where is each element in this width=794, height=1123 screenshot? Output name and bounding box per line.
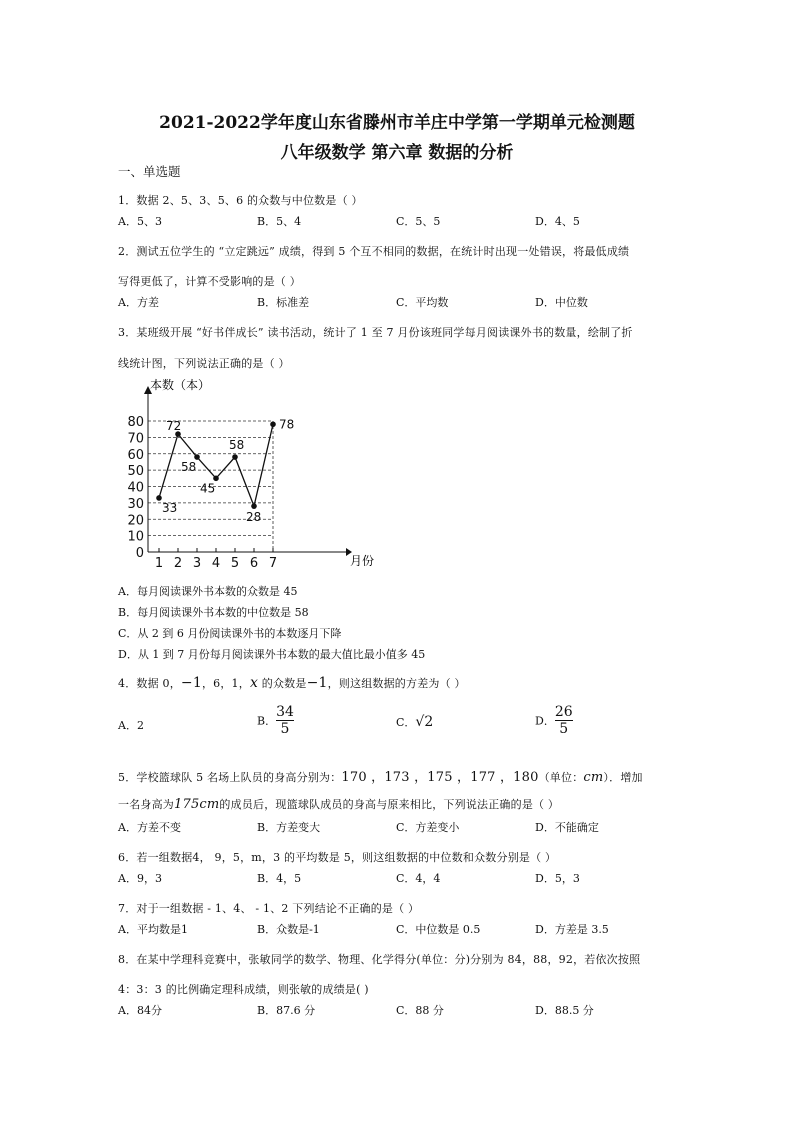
question-8-line-1: 8．在某中学理科竞赛中，张敏同学的数学、物理、化学得分(单位：分)分别为 84，88，92，若依次按照 — [118, 953, 641, 966]
x-tick-label: 7 — [268, 556, 278, 571]
fraction-numerator: 26 — [554, 704, 573, 720]
question-2-line-1: 2．测试五位学生的 “立定跳远” 成绩，得到 5 个互不相同的数据，在统计时出现一处错误，将最低成绩 — [118, 245, 630, 258]
y-tick-label: 60 — [127, 447, 144, 463]
q1-option-d: D．4、5 — [535, 215, 580, 228]
q8-option-a: A．84分 — [118, 1004, 162, 1017]
q4-text-pre: 4．数据 0， — [118, 677, 181, 690]
q3-option-b: B．每月阅读课外书本数的中位数是 58 — [118, 606, 309, 619]
data-label: 72 — [166, 419, 182, 434]
q5-text-pre: 5．学校篮球队 5 名场上队员的身高分别为： — [118, 771, 342, 784]
question-7: 7．对于一组数据 - 1、4、 - 1、2 下列结论不正确的是（ ） — [118, 902, 420, 915]
q6-option-d: D．5，3 — [535, 872, 580, 885]
q3-option-d: D．从 1 到 7 月份每月阅读课外书本数的最大值比最小值多 45 — [118, 648, 426, 661]
y-axis-title: 本数（本） — [150, 378, 211, 392]
q5-unit-pre: （单位： — [538, 771, 584, 784]
question-3-line-1: 3．某班级开展 “好书伴成长” 读书活动，统计了 1 至 7 月份该班同学每月阅读课外书的数量，绘制了折 — [118, 326, 633, 339]
question-1: 1．数据 2、5、3、5、6 的众数与中位数是（ ） — [118, 194, 363, 207]
q4-text-mid: ，6，1， — [201, 677, 250, 690]
x-axis-title: 月份 — [350, 554, 375, 568]
y-tick-label: 50 — [127, 464, 144, 480]
x-tick-label: 3 — [192, 556, 202, 571]
data-point — [194, 454, 200, 460]
q1-option-b: B．5、4 — [257, 215, 302, 228]
q8-option-c: C．88 分 — [396, 1004, 444, 1017]
q7-option-a: A．平均数是1 — [118, 923, 188, 936]
q5-option-b: B．方差变大 — [257, 821, 321, 834]
y-tick-label: 30 — [127, 496, 144, 512]
q5-heights: 170 ，173 ，175 ，177 ，180 — [341, 770, 539, 785]
q4-option-a: A．2 — [118, 719, 144, 732]
q2-option-a: A．方差 — [118, 296, 159, 309]
q6-option-b: B．4，5 — [257, 872, 302, 885]
q5-line2-post: 的成员后，现篮球队成员的身高与原来相比，下列说法正确的是（ ） — [219, 798, 560, 811]
data-label: 58 — [229, 438, 245, 453]
y-tick-label: 40 — [127, 480, 144, 496]
line-chart — [112, 374, 402, 574]
fraction-numerator: 34 — [276, 704, 294, 720]
q6-option-a: A．9，3 — [118, 872, 162, 885]
data-point — [213, 476, 219, 482]
q5-line2-pre: 一名身高为 — [118, 798, 174, 811]
data-label: 45 — [200, 481, 216, 496]
q5-option-d: D．不能确定 — [535, 821, 599, 834]
data-point — [156, 495, 162, 501]
question-2-line-2: 写得更低了，计算不受影响的是（ ） — [118, 275, 301, 288]
data-label: 58 — [181, 460, 197, 475]
question-4 — [118, 675, 466, 691]
question-5-line-2 — [118, 796, 559, 812]
section-heading: 一、单选题 — [118, 164, 181, 179]
q4-option-b-fraction — [276, 704, 294, 737]
data-label: 78 — [279, 417, 295, 432]
q6-option-c: C．4，4 — [396, 872, 441, 885]
data-point — [232, 454, 238, 460]
q4-variable-x: x — [249, 675, 259, 691]
x-tick-label: 6 — [249, 556, 259, 571]
q8-option-d: D．88.5 分 — [535, 1004, 594, 1017]
x-tick-label: 2 — [173, 556, 183, 571]
q4-option-b — [257, 704, 294, 737]
q4-option-d — [535, 704, 573, 737]
data-point — [270, 421, 276, 427]
y-tick-label: 80 — [127, 415, 144, 430]
y-tick-label: 20 — [127, 513, 144, 529]
question-8-line-2: 4：3：3 的比例确定理科成绩，则张敏的成绩是( ) — [118, 983, 369, 996]
page-subtitle: 八年级数学 第六章 数据的分析 — [280, 143, 514, 163]
q4-option-c — [396, 714, 433, 730]
q7-option-b: B．众数是-1 — [257, 923, 320, 936]
q5-option-a: A．方差不变 — [118, 821, 181, 834]
q5-unit-cm: cm — [583, 770, 604, 785]
q1-option-c: C．5、5 — [396, 215, 441, 228]
fraction-denominator: 5 — [280, 721, 290, 737]
question-6: 6．若一组数据4， 9，5，m，3 的平均数是 5，则这组数据的中位数和众数分别是（ ） — [118, 851, 557, 864]
q4-value-1: −1 — [180, 675, 202, 691]
q3-option-c: C．从 2 到 6 月份阅读课外书的本数逐月下降 — [118, 627, 342, 640]
y-tick-label: 10 — [127, 529, 144, 545]
q4-text-post: ，则这组数据的方差为（ ） — [327, 677, 466, 690]
x-tick-label: 4 — [211, 556, 221, 571]
q4-option-d-label: D． — [535, 714, 555, 728]
q5-new-height: 175cm — [174, 797, 220, 812]
data-label: 33 — [162, 500, 178, 515]
q4-text-mid2: 的众数是 — [258, 677, 307, 690]
q4-option-c-radical: √2 — [415, 714, 434, 730]
q2-option-b: B．标准差 — [257, 296, 310, 309]
y-tick-label: 70 — [127, 431, 144, 447]
q3-option-a: A．每月阅读课外书本数的众数是 45 — [118, 585, 298, 598]
q7-option-c: C．中位数是 0.5 — [396, 923, 481, 936]
q4-option-c-label: C． — [396, 716, 416, 729]
x-tick-label: 1 — [154, 556, 164, 571]
q5-option-c: C．方差变小 — [396, 821, 460, 834]
q8-option-b: B．87.6 分 — [257, 1004, 316, 1017]
data-label: 28 — [246, 510, 262, 525]
q4-value-2: −1 — [306, 675, 328, 691]
question-5-line-1 — [118, 766, 643, 785]
q2-option-d: D．中位数 — [535, 296, 588, 309]
data-point — [251, 503, 257, 509]
q1-option-a: A．5、3 — [118, 215, 162, 228]
x-tick-label: 5 — [230, 556, 240, 571]
question-3-line-2: 线统计图，下列说法正确的是（ ） — [118, 357, 290, 370]
q4-option-b-label: B． — [257, 714, 277, 728]
q7-option-d: D．方差是 3.5 — [535, 923, 609, 936]
q2-option-c: C．平均数 — [396, 296, 449, 309]
q5-text-post: ）．增加 — [603, 771, 643, 784]
fraction-denominator: 5 — [559, 721, 569, 737]
q4-option-d-fraction — [555, 704, 573, 737]
series-line — [159, 424, 273, 506]
y-tick-label: 0 — [135, 546, 144, 561]
page-title: 2021-2022学年度山东省滕州市羊庄中学第一学期单元检测题 — [159, 113, 635, 133]
